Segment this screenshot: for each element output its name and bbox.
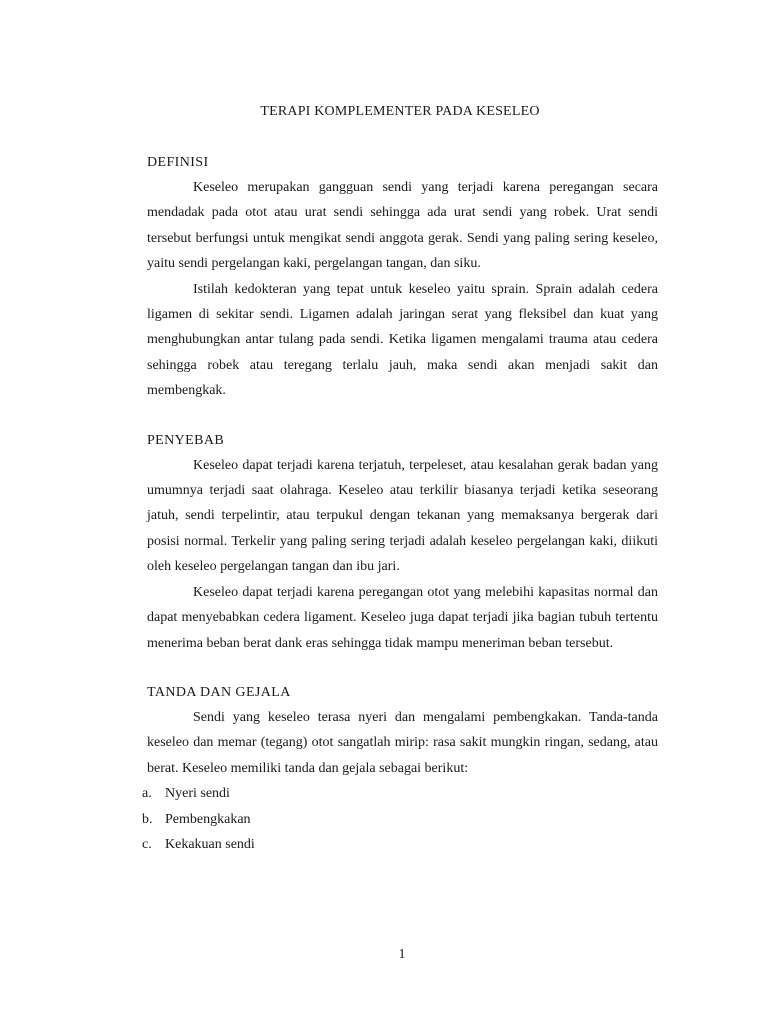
list-item-text: Nyeri sendi (165, 786, 230, 802)
list-item (142, 807, 653, 832)
document-body (142, 150, 658, 857)
list-marker: c. (142, 836, 152, 852)
list-item (142, 832, 653, 857)
list-item-text: Pembengkakan (165, 811, 251, 827)
page-number: 1 (398, 947, 406, 962)
paragraph: Keseleo dapat terjadi karena terjatuh, terpeleset, atau kesalahan gerak badan yang umumnya terjadi saat olahraga. Keseleo atau terkilir biasanya terjadi ketika seseorang jatuh, sendi terpelintir, atau terpukul dengan tekanan yang memaksanya bergerak dari posisi normal. Terkelir yang paling sering terjadi adalah keseleo pergelangan kaki, diikuti oleh keseleo pergelangan tangan dan ibu jari. (147, 457, 658, 575)
paragraph: Sendi yang keseleo terasa nyeri dan mengalami pembengkakan. Tanda-tanda keseleo dan memar (tegang) otot sangatlah mirip: rasa sakit mungkin ringan, sedang, atau berat. Keseleo memiliki tanda dan gejala sebagai berikut: (147, 709, 658, 776)
section-spacer (147, 656, 658, 680)
paragraph: Istilah kedokteran yang tepat untuk keseleo yaitu sprain. Sprain adalah cedera ligamen di sekitar sendi. Ligamen adalah jaringan serat yang fleksibel dan kuat yang menghubungkan antar tulang pada sendi. Ketika ligamen mengalami trauma atau cedera sehingga robek atau teregang terlalu jauh, maka sendi akan menjadi sakit dan membengkak. (147, 281, 658, 399)
page-title: TERAPI KOMPLEMENTER PADA KESELEO (260, 104, 540, 119)
heading-definisi: DEFINISI (147, 155, 209, 170)
paragraph: Keseleo merupakan gangguan sendi yang terjadi karena peregangan secara mendadak pada otot atau urat sendi sehingga ada urat sendi yang robek. Urat sendi tersebut berfungsi untuk mengikat sendi anggota gerak. Sendi yang paling sering keseleo, yaitu sendi pergelangan kaki, pergelangan tangan, dan siku. (147, 180, 658, 272)
list-marker: a. (142, 786, 152, 802)
list-item (142, 781, 653, 806)
list-item-text: Kekakuan sendi (165, 836, 255, 852)
paragraph: Keseleo dapat terjadi karena peregangan otot yang melebihi kapasitas normal dan dapat menyebabkan cedera ligament. Keseleo juga dapat terjadi jika bagian tubuh tertentu menerima beban berat dank eras sehingga tidak mampu meneriman beban tersebut. (147, 584, 658, 651)
heading-penyebab: PENYEBAB (147, 432, 225, 448)
list-marker: b. (142, 811, 153, 827)
heading-tanda-dan-gejala: TANDA DAN GEJALA (147, 684, 291, 700)
section-spacer (147, 404, 658, 428)
symptom-list (142, 781, 653, 857)
